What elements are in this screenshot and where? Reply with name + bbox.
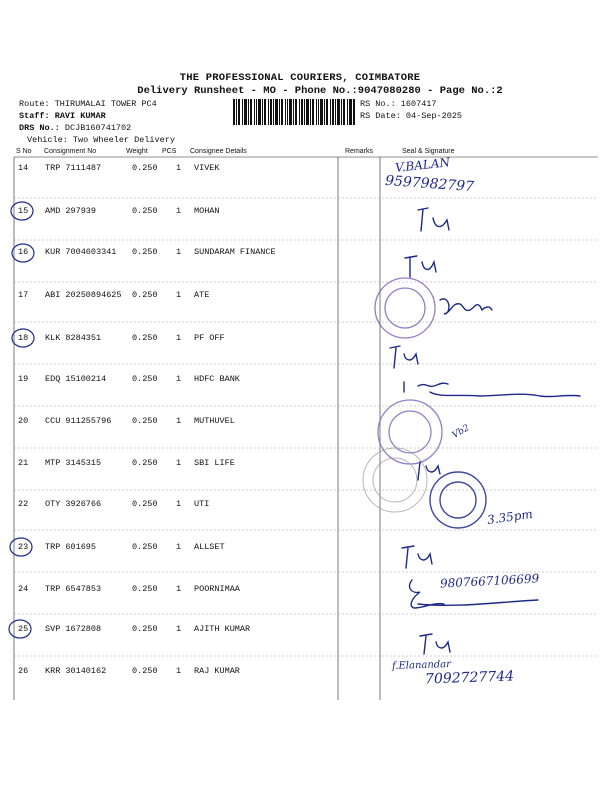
handwritten-phone-26: 7092727744 [424, 668, 515, 688]
row-consignment: TRP 601695 [45, 542, 97, 552]
row-pcs: 1 [176, 416, 182, 426]
row-sno: 24 [18, 584, 29, 594]
row-weight: 0.250 [132, 666, 158, 676]
handwritten-name-26: f.Elanandar [391, 658, 452, 673]
row-weight: 0.250 [132, 499, 158, 509]
row-consignee: SUNDARAM FINANCE [194, 247, 276, 257]
row-sno: 20 [18, 416, 29, 426]
row-pcs: 1 [176, 584, 182, 594]
col-remarks: Remarks [345, 148, 374, 155]
row-pcs: 1 [176, 666, 182, 676]
drs-label: DRS No.: [19, 123, 60, 133]
col-pcs: PCS [162, 148, 177, 155]
vehicle-text: Vehicle: Two Wheeler Delivery [27, 135, 175, 145]
row-sno: 17 [18, 290, 29, 300]
handwritten-receiver-name: V.BALAN [394, 155, 451, 175]
row-sno: 16 [18, 247, 29, 257]
row-pcs: 1 [176, 624, 182, 634]
table-row [0, 333, 600, 373]
table-row [0, 584, 600, 624]
drs-line [19, 123, 131, 133]
drs-number: DCJB160741702 [64, 123, 132, 133]
col-sno: S No [16, 148, 32, 155]
row-consignee: PF OFF [194, 333, 225, 343]
staff-name: RAVI KUMAR [54, 111, 106, 121]
row-consignment: KLK 8284351 [45, 333, 102, 343]
row-weight: 0.250 [132, 584, 158, 594]
row-weight: 0.250 [132, 247, 158, 257]
row-consignee: HDFC BANK [194, 374, 240, 384]
row-sno: 21 [18, 458, 29, 468]
row-consignment: KUR 7004603341 [45, 247, 117, 257]
col-consignment: Consignment No [44, 148, 97, 155]
col-seal: Seal & Signature [402, 148, 455, 155]
row-consignee: MOHAN [194, 206, 220, 216]
table-row [0, 624, 600, 664]
rs-date: RS Date: 04-Sep-2025 [360, 111, 463, 121]
barcode [233, 99, 355, 125]
row-consignment: TRP 6547853 [45, 584, 102, 594]
row-weight: 0.250 [132, 290, 158, 300]
col-weight: Weight [126, 148, 148, 155]
row-consignment: KRR 30140162 [45, 666, 107, 676]
row-consignee: RAJ KUMAR [194, 666, 240, 676]
row-consignee: SBI LIFE [194, 458, 235, 468]
row-sno: 25 [18, 624, 29, 634]
rs-number: RS No.: 1607417 [360, 99, 437, 109]
row-pcs: 1 [176, 542, 182, 552]
row-weight: 0.250 [132, 163, 158, 173]
row-consignment: SVP 1672808 [45, 624, 102, 634]
table-row [0, 458, 600, 498]
col-consignee: Consignee Details [190, 148, 247, 155]
row-sno: 19 [18, 374, 29, 384]
table-row [0, 290, 600, 330]
row-consignee: ATE [194, 290, 210, 300]
row-pcs: 1 [176, 458, 182, 468]
row-weight: 0.250 [132, 206, 158, 216]
row-weight: 0.250 [132, 542, 158, 552]
row-sno: 15 [18, 206, 29, 216]
row-consignee: POORNIMAA [194, 584, 240, 594]
row-pcs: 1 [176, 206, 182, 216]
row-consignment: ABI 20250894625 [45, 290, 122, 300]
table-row [0, 416, 600, 456]
row-weight: 0.250 [132, 416, 158, 426]
table-row [0, 163, 600, 203]
staff-line [19, 111, 106, 121]
row-consignment: OTY 3926766 [45, 499, 102, 509]
row-consignee: ALLSET [194, 542, 225, 552]
row-sno: 26 [18, 666, 29, 676]
row-consignee: AJITH KUMAR [194, 624, 251, 634]
row-sno: 23 [18, 542, 29, 552]
staff-label: Staff: [19, 111, 50, 121]
handwritten-note-20: Vb2 [450, 423, 472, 441]
row-weight: 0.250 [132, 374, 158, 384]
row-consignee: VIVEK [194, 163, 220, 173]
row-consignment: TRP 7111487 [45, 163, 102, 173]
row-consignee: UTI [194, 499, 210, 509]
row-consignment: CCU 911255796 [45, 416, 112, 426]
handwritten-time: 3.35pm [486, 506, 534, 528]
row-consignment: EDQ 15100214 [45, 374, 107, 384]
row-pcs: 1 [176, 247, 182, 257]
row-weight: 0.250 [132, 624, 158, 634]
row-consignment: AMD 297939 [45, 206, 97, 216]
table-row [0, 206, 600, 246]
handwritten-phone-24: 9807667106699 [439, 571, 540, 591]
table-row [0, 374, 600, 414]
runsheet-subtitle: Delivery Runsheet - MO - Phone No.:9047080280 - Page No.:2 [137, 85, 503, 97]
row-weight: 0.250 [132, 458, 158, 468]
row-sno: 14 [18, 163, 29, 173]
row-consignment: MTP 3145315 [45, 458, 102, 468]
row-pcs: 1 [176, 163, 182, 173]
table-row [0, 247, 600, 287]
company-title: THE PROFESSIONAL COURIERS, COIMBATORE [179, 72, 421, 84]
route-text: Route: THIRUMALAI TOWER PC4 [19, 99, 157, 109]
row-consignee: MUTHUVEL [194, 416, 235, 426]
row-sno: 22 [18, 499, 29, 509]
row-pcs: 1 [176, 333, 182, 343]
handwritten-receiver-phone: 9597982797 [384, 172, 475, 196]
row-sno: 18 [18, 333, 29, 343]
row-pcs: 1 [176, 499, 182, 509]
row-pcs: 1 [176, 290, 182, 300]
row-weight: 0.250 [132, 333, 158, 343]
row-pcs: 1 [176, 374, 182, 384]
